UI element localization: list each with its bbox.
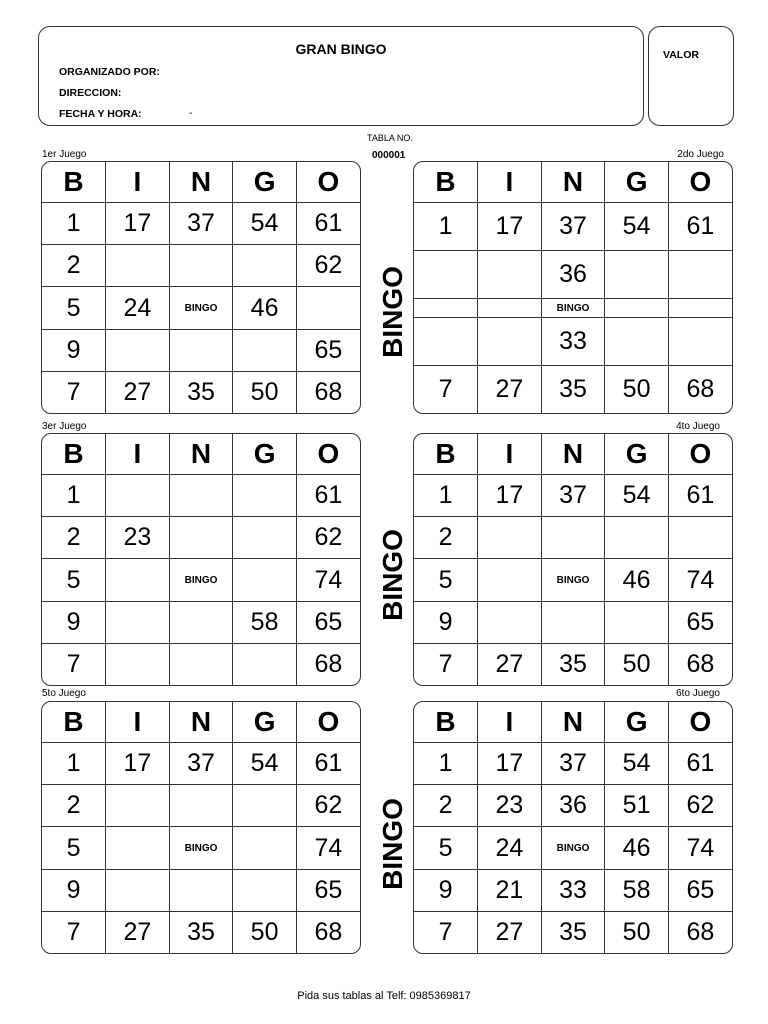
number-cell: 17 <box>106 203 170 245</box>
number-cell <box>233 559 297 601</box>
number-cell: 5 <box>414 827 478 869</box>
card-row <box>414 475 732 517</box>
number-cell: 5 <box>42 559 106 601</box>
number-cell <box>106 785 170 827</box>
column-header: B <box>42 702 106 743</box>
number-cell: 2 <box>42 785 106 827</box>
number-cell: 2 <box>414 785 478 827</box>
number-cell <box>106 869 170 911</box>
card-row <box>414 911 732 953</box>
tabla-label: TABLA NO. <box>367 133 413 143</box>
column-header: N <box>541 162 605 203</box>
number-cell: 37 <box>541 475 605 517</box>
number-cell: 65 <box>296 601 360 643</box>
number-cell: 9 <box>414 869 478 911</box>
tabla-number: 000001 <box>372 150 406 161</box>
column-header: G <box>605 162 669 203</box>
card-row <box>414 366 732 413</box>
side-bingo-text: BINGO <box>377 266 408 358</box>
number-cell: 54 <box>233 743 297 785</box>
number-cell <box>233 643 297 685</box>
number-cell: 36 <box>541 251 605 299</box>
number-cell <box>233 785 297 827</box>
number-cell: 2 <box>42 517 106 559</box>
free-space: BINGO <box>541 559 605 601</box>
side-bingo-text: BINGO <box>377 529 408 621</box>
number-cell <box>169 475 233 517</box>
number-cell: 17 <box>478 743 542 785</box>
column-header: G <box>605 434 669 475</box>
column-header: I <box>478 702 542 743</box>
card-row <box>42 329 360 371</box>
number-cell: 35 <box>541 366 605 413</box>
number-cell: 37 <box>169 743 233 785</box>
number-cell: 62 <box>668 785 732 827</box>
valor-box <box>648 26 734 126</box>
game-label-5: 5to Juego <box>42 688 86 699</box>
free-space: BINGO <box>169 827 233 869</box>
card-row <box>414 251 732 299</box>
number-cell: 68 <box>296 911 360 953</box>
bingo-grid <box>42 434 360 685</box>
column-header: G <box>605 702 669 743</box>
number-cell: 58 <box>233 601 297 643</box>
card-row <box>414 869 732 911</box>
column-header: G <box>233 702 297 743</box>
card-row <box>414 601 732 643</box>
bingo-grid <box>414 434 732 685</box>
number-cell <box>106 601 170 643</box>
number-cell: 17 <box>478 475 542 517</box>
bingo-grid <box>414 162 732 413</box>
number-cell <box>169 329 233 371</box>
number-cell: 9 <box>42 869 106 911</box>
number-cell <box>296 287 360 329</box>
number-cell: 17 <box>106 743 170 785</box>
card-row <box>42 203 360 245</box>
number-cell: 65 <box>296 329 360 371</box>
column-header: O <box>296 702 360 743</box>
card-row <box>414 827 732 869</box>
number-cell: 74 <box>668 827 732 869</box>
page-title: GRAN BINGO <box>295 41 387 57</box>
column-header: O <box>296 434 360 475</box>
card-row <box>414 318 732 366</box>
game-label-3: 3er Juego <box>42 421 87 432</box>
number-cell: 68 <box>668 366 732 413</box>
bingo-card <box>413 433 733 686</box>
number-cell: 65 <box>296 869 360 911</box>
number-cell <box>478 559 542 601</box>
number-cell: 27 <box>478 911 542 953</box>
number-cell <box>414 251 478 299</box>
number-cell: 50 <box>605 643 669 685</box>
number-cell: 46 <box>233 287 297 329</box>
number-cell: 62 <box>296 245 360 287</box>
number-cell <box>605 517 669 559</box>
number-cell <box>478 299 542 318</box>
card-row <box>42 911 360 953</box>
number-cell <box>106 559 170 601</box>
free-space: BINGO <box>169 559 233 601</box>
bingo-card <box>413 701 733 954</box>
number-cell: 33 <box>541 869 605 911</box>
number-cell: 7 <box>414 366 478 413</box>
number-cell: 54 <box>233 203 297 245</box>
number-cell <box>169 517 233 559</box>
footer-text: Pida sus tablas al Telf: 0985369817 <box>297 990 471 1002</box>
number-cell: 50 <box>605 366 669 413</box>
number-cell <box>106 329 170 371</box>
number-cell <box>668 318 732 366</box>
number-cell <box>668 299 732 318</box>
side-bingo-text: BINGO <box>377 798 408 890</box>
column-header: N <box>169 702 233 743</box>
free-space: BINGO <box>541 299 605 318</box>
number-cell <box>106 643 170 685</box>
card-row <box>42 869 360 911</box>
column-header: O <box>296 162 360 203</box>
number-cell: 62 <box>296 517 360 559</box>
number-cell: 65 <box>668 601 732 643</box>
column-header: N <box>169 162 233 203</box>
number-cell: 24 <box>478 827 542 869</box>
number-cell: 2 <box>42 245 106 287</box>
number-cell: 37 <box>541 743 605 785</box>
number-cell: 9 <box>42 329 106 371</box>
card-row <box>42 601 360 643</box>
column-header: O <box>668 434 732 475</box>
number-cell <box>605 601 669 643</box>
number-cell <box>605 318 669 366</box>
number-cell: 50 <box>233 371 297 413</box>
number-cell: 36 <box>541 785 605 827</box>
number-cell: 5 <box>42 287 106 329</box>
game-label-1: 1er Juego <box>42 149 87 160</box>
number-cell <box>605 251 669 299</box>
number-cell: 65 <box>668 869 732 911</box>
number-cell <box>106 245 170 287</box>
number-cell: 7 <box>414 911 478 953</box>
number-cell: 35 <box>541 643 605 685</box>
number-cell: 1 <box>42 475 106 517</box>
number-cell: 1 <box>42 743 106 785</box>
card-row <box>414 743 732 785</box>
number-cell: 54 <box>605 203 669 251</box>
card-row <box>42 785 360 827</box>
number-cell: 1 <box>42 203 106 245</box>
number-cell: 7 <box>42 643 106 685</box>
game-label-4: 4to Juego <box>676 421 720 432</box>
number-cell: 35 <box>541 911 605 953</box>
organizer-label: ORGANIZADO POR: <box>59 66 160 78</box>
number-cell: 27 <box>478 366 542 413</box>
number-cell: 61 <box>296 475 360 517</box>
number-cell <box>668 517 732 559</box>
number-cell: 5 <box>42 827 106 869</box>
number-cell <box>233 869 297 911</box>
column-header: O <box>668 702 732 743</box>
number-cell: 68 <box>296 643 360 685</box>
bingo-card <box>41 433 361 686</box>
number-cell <box>169 785 233 827</box>
column-header: N <box>541 434 605 475</box>
number-cell: 58 <box>605 869 669 911</box>
number-cell: 7 <box>42 371 106 413</box>
bingo-grid <box>42 702 360 953</box>
number-cell: 23 <box>478 785 542 827</box>
bingo-card <box>41 701 361 954</box>
number-cell: 27 <box>478 643 542 685</box>
column-header: B <box>414 702 478 743</box>
number-cell: 27 <box>106 911 170 953</box>
number-cell: 54 <box>605 475 669 517</box>
number-cell: 5 <box>414 559 478 601</box>
number-cell: 27 <box>106 371 170 413</box>
number-cell <box>478 251 542 299</box>
number-cell: 50 <box>233 911 297 953</box>
number-cell <box>414 299 478 318</box>
number-cell: 46 <box>605 827 669 869</box>
number-cell <box>106 475 170 517</box>
number-cell: 7 <box>414 643 478 685</box>
card-row <box>42 827 360 869</box>
number-cell: 51 <box>605 785 669 827</box>
number-cell: 35 <box>169 911 233 953</box>
column-header: O <box>668 162 732 203</box>
bingo-grid <box>42 162 360 413</box>
card-row <box>414 785 732 827</box>
number-cell: 62 <box>296 785 360 827</box>
number-cell <box>169 643 233 685</box>
number-cell: 61 <box>296 743 360 785</box>
number-cell <box>478 601 542 643</box>
number-cell: 1 <box>414 475 478 517</box>
column-header: I <box>106 162 170 203</box>
card-row <box>414 517 732 559</box>
column-header: I <box>106 434 170 475</box>
column-header: B <box>414 162 478 203</box>
column-header: N <box>169 434 233 475</box>
number-cell: 23 <box>106 517 170 559</box>
number-cell: 68 <box>296 371 360 413</box>
number-cell: 50 <box>605 911 669 953</box>
header-box <box>38 26 644 126</box>
number-cell: 61 <box>668 475 732 517</box>
number-cell <box>478 318 542 366</box>
number-cell <box>541 601 605 643</box>
game-label-2: 2do Juego <box>677 149 724 160</box>
number-cell: 68 <box>668 911 732 953</box>
card-row <box>414 299 732 318</box>
number-cell <box>169 869 233 911</box>
number-cell: 74 <box>296 559 360 601</box>
number-cell <box>233 827 297 869</box>
card-row <box>42 245 360 287</box>
bingo-card <box>413 161 733 414</box>
number-cell <box>169 245 233 287</box>
number-cell: 37 <box>541 203 605 251</box>
number-cell: 1 <box>414 203 478 251</box>
number-cell: 2 <box>414 517 478 559</box>
column-header: B <box>42 434 106 475</box>
number-cell: 24 <box>106 287 170 329</box>
number-cell: 17 <box>478 203 542 251</box>
card-row <box>42 643 360 685</box>
number-cell: 37 <box>169 203 233 245</box>
number-cell: 7 <box>42 911 106 953</box>
column-header: I <box>106 702 170 743</box>
date-value: - <box>189 107 193 119</box>
number-cell: 68 <box>668 643 732 685</box>
valor-label: VALOR <box>663 49 699 61</box>
number-cell: 9 <box>414 601 478 643</box>
number-cell: 1 <box>414 743 478 785</box>
column-header: I <box>478 434 542 475</box>
game-label-6: 6to Juego <box>676 688 720 699</box>
address-label: DIRECCION: <box>59 87 122 99</box>
number-cell: 33 <box>541 318 605 366</box>
number-cell <box>233 475 297 517</box>
number-cell: 74 <box>668 559 732 601</box>
number-cell: 9 <box>42 601 106 643</box>
number-cell: 61 <box>668 203 732 251</box>
number-cell: 46 <box>605 559 669 601</box>
bingo-grid <box>414 702 732 953</box>
number-cell: 35 <box>169 371 233 413</box>
number-cell: 54 <box>605 743 669 785</box>
number-cell <box>233 329 297 371</box>
column-header: N <box>541 702 605 743</box>
card-row <box>414 643 732 685</box>
number-cell <box>478 517 542 559</box>
column-header: B <box>42 162 106 203</box>
number-cell: 61 <box>668 743 732 785</box>
card-row <box>414 559 732 601</box>
number-cell <box>541 517 605 559</box>
number-cell <box>605 299 669 318</box>
number-cell <box>668 251 732 299</box>
number-cell <box>169 601 233 643</box>
column-header: I <box>478 162 542 203</box>
card-row <box>42 517 360 559</box>
number-cell: 21 <box>478 869 542 911</box>
number-cell <box>233 245 297 287</box>
column-header: G <box>233 434 297 475</box>
card-row <box>42 743 360 785</box>
card-row <box>42 287 360 329</box>
number-cell <box>414 318 478 366</box>
free-space: BINGO <box>541 827 605 869</box>
number-cell <box>106 827 170 869</box>
card-row <box>42 475 360 517</box>
number-cell <box>233 517 297 559</box>
number-cell: 61 <box>296 203 360 245</box>
column-header: B <box>414 434 478 475</box>
card-row <box>414 203 732 251</box>
column-header: G <box>233 162 297 203</box>
number-cell: 74 <box>296 827 360 869</box>
free-space: BINGO <box>169 287 233 329</box>
bingo-card <box>41 161 361 414</box>
card-row <box>42 559 360 601</box>
date-label: FECHA Y HORA: <box>59 108 142 120</box>
card-row <box>42 371 360 413</box>
